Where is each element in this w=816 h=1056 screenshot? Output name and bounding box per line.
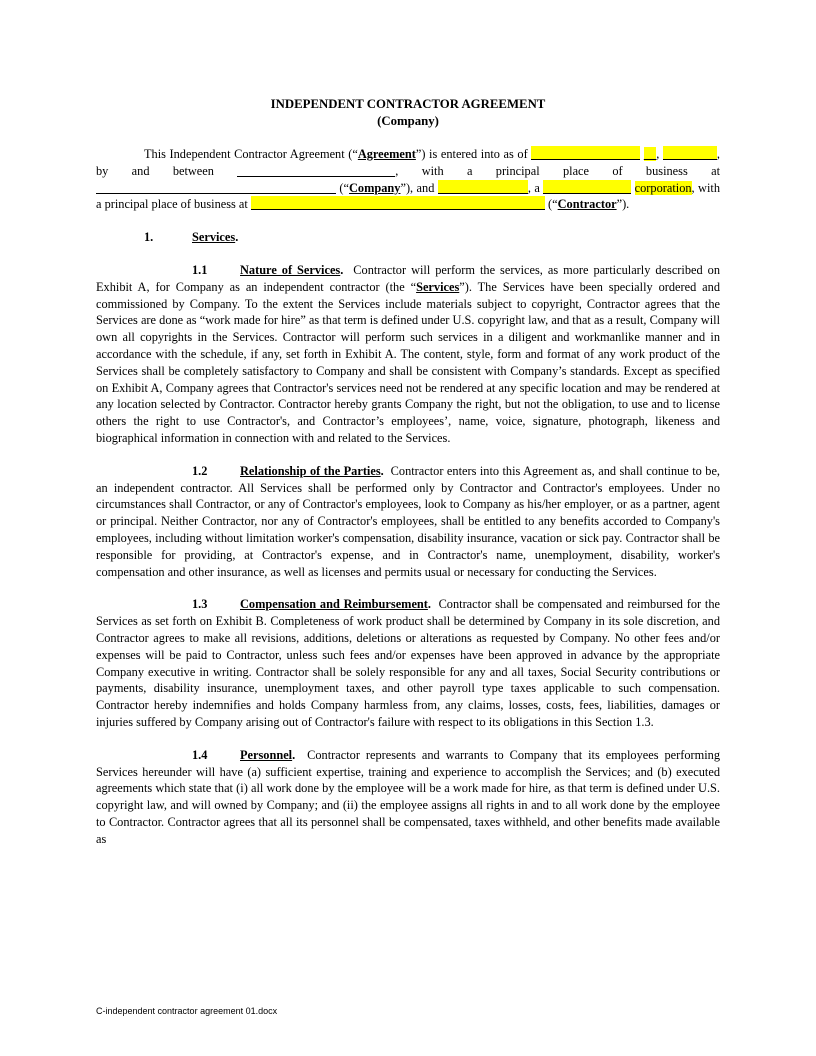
paragraph-number: 1.4 [192, 747, 208, 762]
date-blank-field[interactable] [531, 146, 640, 160]
document-body [96, 96, 720, 863]
paragraph-text: ”). The Services have been specially ordered and commissioned by Company. To the extent the Services include materials subject to copyright, Contractor agrees that the Services are done as “work made for hire” as that term is defined under U.S. copyright law, and that as a result, Company will own all copyrights in the Services. Contractor will perform such services in a diligent and workmanlike manner and in accordance with the schedule, if any, set forth in Exhibit A. The content, style, form and format of any work product of the Services shall be completely satisfactory to Company and shall be consistent with Company’s standards. Except as specified on Exhibit A, Company agrees that Contractor's services need not be rendered at any specific location and may be rendered at any location selected by Contractor. Contractor hereby grants Company the right, but not the obligation, to use and to license others the right to use Contractor's, and Contractor’s employees’, name, voice, signature, photograph, likeness and biographical information in connection with and related to the Services. [96, 279, 720, 445]
paragraph-1-4 [96, 747, 720, 848]
paragraph-title-period: . [427, 597, 432, 612]
paragraph-text: Contractor will perform the services, as more particularly described on Exhibit A, for Company as an independent contractor (the “ [96, 262, 720, 294]
section-title: Services [192, 230, 236, 245]
paragraph-text: Contractor represents and warrants to Company that its employees performing Services hereunder will have (a) sufficient expertise, training and experience to accomplish the Services; and (b) executed agreements which state that (i) all work done by the employee will be a work made for hire, as that term is defined under U.S. copyright law, and will owned by Company; and (ii) the employee assigns all rights in and to all work done by the employee to Contractor. Contractor agrees that all its personnel shall be compensated, taxes withheld, and other benefits made available as [96, 747, 720, 846]
intro-text: (“ [339, 180, 350, 195]
section-period: . [235, 230, 239, 245]
paragraph-title: Compensation and Reimbursement [240, 597, 428, 612]
corporation-highlight: corporation [634, 180, 692, 195]
contractor-name-blank[interactable] [438, 180, 528, 194]
intro-text: , a [527, 180, 540, 195]
paragraph-title-period: . [292, 747, 296, 762]
section-1-heading [96, 229, 720, 246]
paragraph-title: Relationship of the Parties [240, 463, 381, 478]
section-number: 1. [144, 230, 154, 245]
intro-text: , [656, 147, 660, 161]
agreement-defined-term: Agreement [357, 147, 416, 161]
intro-text: ”). [616, 197, 630, 212]
date-blank-tail[interactable]: __ [643, 147, 657, 161]
year-blank-field[interactable] [663, 146, 717, 160]
paragraph-title-period: . [380, 463, 384, 478]
intro-text: ”), and [400, 180, 435, 195]
document-subtitle: (Company) [377, 114, 439, 128]
paragraph-text: Contractor enters into this Agreement as, and shall continue to be, an independent contractor. All Services shall be performed only by Contractor and Contractor's employees. Under no circumstances shall Contractor, or any of Contractor's employees, look to Company as his/her employer, or as a partner, agent or principal. Neither Contractor, nor any of Contractor's employees, shall be entitled to any benefits accorded to Company's employees, including without limitation worker's compensation, disability insurance, vacation or sick pay. Contractor shall be responsible for providing, at Contractor's expense, and in Contractor's name, unemployment, disability, worker's compensation and other insurance, as well as licenses and permits usual or necessary for conducting the Services. [96, 463, 721, 579]
document-footer-filename: C-independent contractor agreement 01.docx [96, 1006, 278, 1016]
intro-text: (“ [548, 197, 558, 212]
paragraph-text: Contractor shall be compensated and reimbursed for the Services as set forth on Exhibit B. Completeness of work product shall be determined by Company in its sole discretion, and Contractor agrees to make all revisions, additions, deletions or alterations as requested by Company. No other fees and/or expenses will be paid to Contractor, unless such fees and/or expenses have been approved in advance by the appropriate Company executive in writing. Contractor shall be solely responsible for any and all taxes, Social Security contributions or payments, disability insurance, unemployment taxes, and other payroll type taxes applicable to such compensation. Contractor hereby indemnifies and holds Company harmless from, any claims, losses, costs, fees, liabilities, damages or injuries suffered by Company arising out of Contractor's failure with respect to its obligations in this Section 1.3. [96, 597, 720, 729]
company-name-blank[interactable] [237, 163, 395, 177]
contractor-address-blank[interactable] [251, 196, 545, 210]
intro-text: This Independent Contractor Agreement (“ [144, 147, 358, 161]
paragraph-number: 1.3 [192, 597, 208, 612]
intro-text: ”) is entered into as of [415, 147, 528, 161]
paragraph-number: 1.1 [192, 262, 208, 277]
document-title: INDEPENDENT CONTRACTOR AGREEMENT [270, 97, 546, 111]
paragraph-1-1 [96, 262, 720, 447]
contractor-defined-term: Contractor [557, 197, 617, 212]
paragraph-title: Personnel [240, 747, 293, 762]
services-defined-term: Services [416, 279, 460, 294]
paragraph-title: Nature of Services [240, 262, 341, 277]
intro-paragraph [96, 146, 720, 213]
paragraph-1-3 [96, 596, 720, 730]
intro-text: , with a principal place of business at [96, 180, 720, 212]
company-defined-term: Company [349, 180, 401, 195]
paragraph-number: 1.2 [192, 463, 208, 478]
company-address-blank[interactable] [96, 180, 336, 194]
paragraph-title-period: . [340, 262, 344, 277]
intro-text: , by and between [96, 147, 721, 178]
paragraph-1-2 [96, 463, 720, 581]
intro-text: , with a principal place of business at [395, 163, 721, 178]
state-blank-field[interactable] [543, 180, 631, 194]
